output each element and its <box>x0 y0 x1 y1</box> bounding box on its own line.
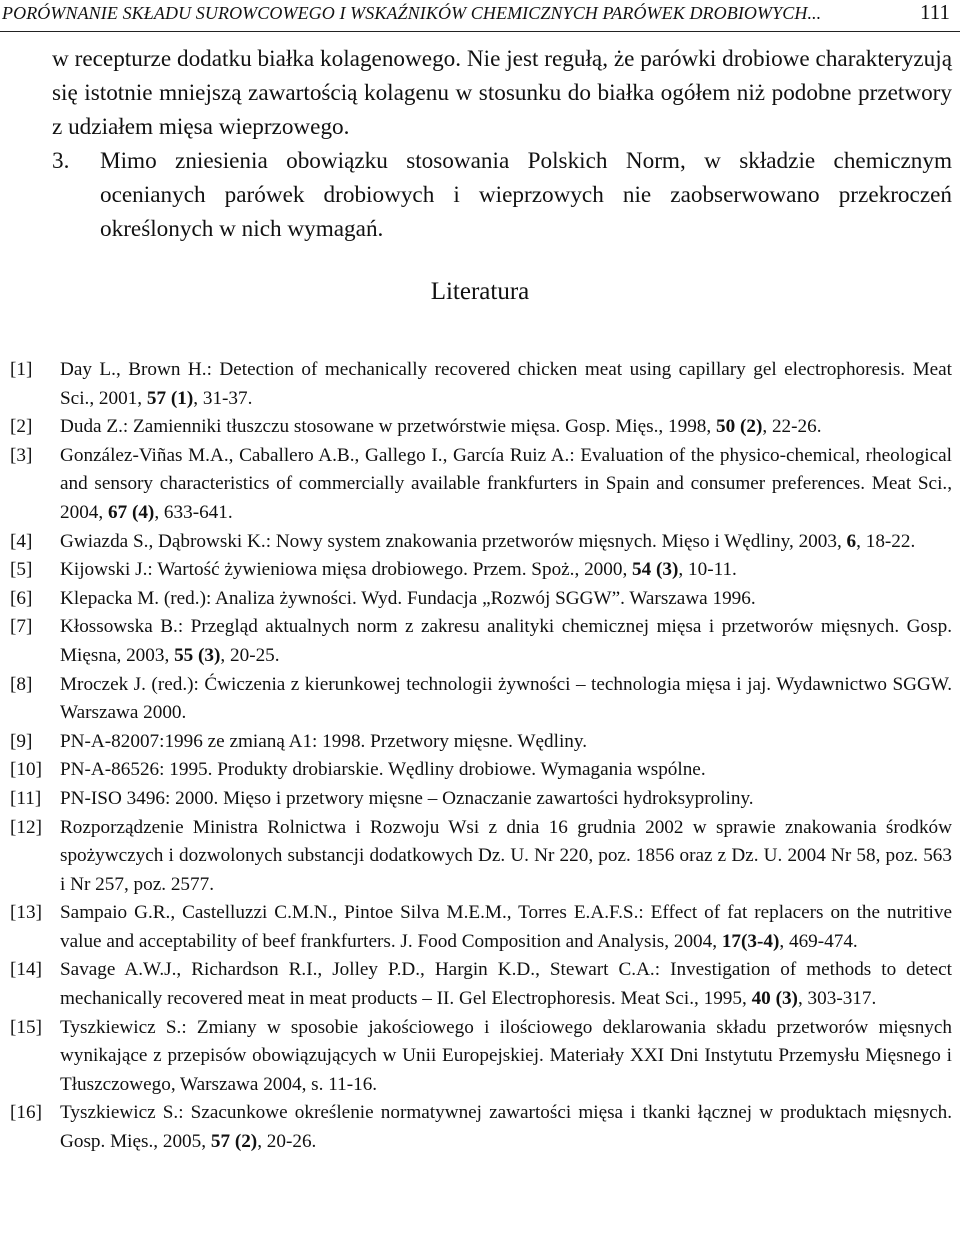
reference-pages: , 10-11. <box>678 559 737 581</box>
conclusion-point-3 <box>52 144 952 246</box>
reference-volume: 67 (4) <box>107 501 155 523</box>
reference-text <box>60 356 952 413</box>
reference-text <box>60 1014 952 1100</box>
reference-item <box>10 956 952 1013</box>
reference-item <box>10 413 952 442</box>
reference-number: [10] <box>10 759 42 781</box>
reference-item <box>10 899 952 956</box>
reference-text <box>60 413 952 442</box>
running-header <box>0 0 960 32</box>
reference-number: [16] <box>10 1102 42 1124</box>
reference-volume: 57 (1) <box>146 387 194 409</box>
reference-number: [2] <box>10 416 33 438</box>
reference-item <box>10 613 952 670</box>
reference-pages: , 20-26. <box>257 1131 317 1153</box>
reference-item <box>10 756 952 785</box>
reference-volume: 54 (3) <box>632 559 679 581</box>
reference-item <box>10 585 952 614</box>
reference-text <box>60 1099 952 1156</box>
reference-volume: 57 (2) <box>210 1131 258 1153</box>
body-text <box>52 42 952 246</box>
reference-item <box>10 1099 952 1156</box>
reference-text <box>60 756 952 785</box>
reference-volume: 17(3-4) <box>721 930 780 952</box>
reference-number: [14] <box>10 959 42 981</box>
reference-number: [13] <box>10 902 42 924</box>
reference-item <box>10 728 952 757</box>
section-title-literatura: Literatura <box>430 278 530 305</box>
reference-pages: , 633-641. <box>154 501 233 523</box>
reference-citation: PN-A-82007:1996 ze zmianą A1: 1998. Przetwory mięsne. Wędliny. <box>60 730 588 752</box>
reference-item <box>10 1014 952 1100</box>
reference-pages: , 22-26. <box>762 416 822 438</box>
reference-citation: PN-A-86526: 1995. Produkty drobiarskie. Wędliny drobiowe. Wymagania wspólne. <box>60 759 706 781</box>
reference-citation: PN-ISO 3496: 2000. Mięso i przetwory mięsne – Oznaczanie zawartości hydroksyproliny. <box>60 787 754 809</box>
reference-volume: 55 (3) <box>174 644 221 666</box>
reference-citation: Savage A.W.J., Richardson R.I., Jolley P.D., Hargin K.D., Stewart C.A.: Investigation of methods to detect mechanically recovered meat in meat products – II. Gel Electrophoresis. Meat Sci., 1995, <box>60 959 952 1010</box>
reference-citation: Klepacka M. (red.): Analiza żywności. Wyd. Fundacja „Rozwój SGGW”. Warszawa 1996. <box>60 587 756 609</box>
reference-number: [1] <box>10 359 33 380</box>
reference-number: [12] <box>10 816 42 838</box>
reference-item <box>10 528 952 557</box>
reference-pages: , 31-37. <box>193 387 253 409</box>
reference-text <box>60 814 952 900</box>
reference-citation: Rozporządzenie Ministra Rolnictwa i Rozwoju Wsi z dnia 16 grudnia 2002 w sprawie znakowania środków spożywczych i dozwolonych substancji dodatkowych Dz. U. Nr 220, poz. 1856 oraz z Dz. U. 2004 Nr 58, poz. 563 i Nr 257, poz. 2577. <box>60 816 952 895</box>
reference-text <box>60 442 952 528</box>
reference-text <box>60 956 952 1013</box>
reference-item <box>10 785 952 814</box>
reference-item <box>10 671 952 728</box>
reference-item <box>10 556 952 585</box>
page-number: 111 <box>920 0 950 24</box>
reference-citation: Kijowski J.: Wartość żywieniowa mięsa drobiowego. Przem. Spoż., 2000, <box>60 559 633 581</box>
point-text: Mimo zniesienia obowiązku stosowania Polskich Norm, w składzie chemicznym ocenianych parówek drobiowych i wieprzowych nie zaobserwowano przekroczeń określonych w nich wymagań. <box>100 148 952 242</box>
reference-text <box>60 899 952 956</box>
reference-pages: , 20-25. <box>220 644 280 666</box>
reference-text <box>60 671 952 728</box>
reference-number: [11] <box>10 787 42 809</box>
reference-number: [3] <box>10 444 33 466</box>
reference-pages: , 303-317. <box>797 988 877 1010</box>
reference-number: [8] <box>10 673 33 695</box>
reference-citation: Tyszkiewicz S.: Zmiany w sposobie jakościowego i ilościowego deklarowania składu przetworów mięsnych wynikające z przepisów obowiązujących w Unii Europejskiej. Materiały XXI Dni Instytutu Przemysłu Mięsnego i Tłuszczowego, Warszawa 2004, s. 11-16. <box>60 1016 952 1095</box>
reference-number: [9] <box>10 730 33 752</box>
reference-volume: 6 <box>846 530 857 552</box>
reference-text <box>60 556 952 585</box>
reference-list <box>10 356 952 1157</box>
reference-citation: Tyszkiewicz S.: Szacunkowe określenie normatywnej zawartości mięsa i tkanki łącznej w produktach mięsnych. Gosp. Mięs., 2005, <box>60 1102 952 1153</box>
reference-item <box>10 442 952 528</box>
continuation-paragraph: w recepturze dodatku białka kolagenowego. Nie jest regułą, że parówki drobiowe charakteryzują się istotnie mniejszą zawartością kolagenu w stosunku do białka ogółem niż podobne przetwory z udziałem mięsa wieprzowego. <box>52 46 952 140</box>
reference-number: [7] <box>10 616 33 638</box>
reference-pages: , 469-474. <box>779 930 858 952</box>
reference-number: [15] <box>10 1016 42 1038</box>
reference-pages: , 18-22. <box>856 530 916 552</box>
reference-item <box>10 814 952 900</box>
reference-volume: 40 (3) <box>751 988 798 1010</box>
reference-number: [5] <box>10 559 33 581</box>
reference-text <box>60 585 952 614</box>
reference-number: [4] <box>10 530 33 552</box>
running-title: PORÓWNANIE SKŁADU SUROWCOWEGO I WSKAŹNIKÓW CHEMICZNYCH PARÓWEK DROBIOWYCH... <box>2 3 822 23</box>
reference-citation: Sampaio G.R., Castelluzzi C.M.N., Pintoe Silva M.E.M., Torres E.A.F.S.: Effect of fat replacers on the nutritive value and acceptability of beef frankfurters. J. Food Composition and Analysis, 2004, <box>60 902 952 952</box>
point-number: 3. <box>52 148 70 174</box>
reference-citation: Gwiazda S., Dąbrowski K.: Nowy system znakowania przetworów mięsnych. Mięso i Wędliny, 2003, <box>60 530 847 552</box>
reference-number: [6] <box>10 587 33 609</box>
reference-citation: González-Viñas M.A., Caballero A.B., Gallego I., García Ruiz A.: Evaluation of the physico-chemical, rheological and sensory characteristics of commercially available frankfurters in Spain and consumer preferences. Meat Sci., 2004, <box>60 444 952 523</box>
reference-text <box>60 785 952 814</box>
reference-item <box>10 356 952 413</box>
reference-citation: Kłossowska B.: Przegląd aktualnych norm z zakresu analityki chemicznej mięsa i przetworów mięsnych. Gosp. Mięsna, 2003, <box>60 616 952 666</box>
reference-citation: Mroczek J. (red.): Ćwiczenia z kierunkowej technologii żywności – technologia mięsa i jaj. Wydawnictwo SGGW. Warszawa 2000. <box>60 673 952 724</box>
reference-text <box>60 728 952 757</box>
reference-text <box>60 613 952 670</box>
reference-citation: Day L., Brown H.: Detection of mechanically recovered chicken meat using capillary gel electrophoresis. Meat Sci., 2001, <box>60 359 952 409</box>
reference-citation: Duda Z.: Zamienniki tłuszczu stosowane w przetwórstwie mięsa. Gosp. Mięs., 1998, <box>60 416 716 438</box>
reference-text <box>60 528 952 557</box>
reference-volume: 50 (2) <box>715 416 763 438</box>
